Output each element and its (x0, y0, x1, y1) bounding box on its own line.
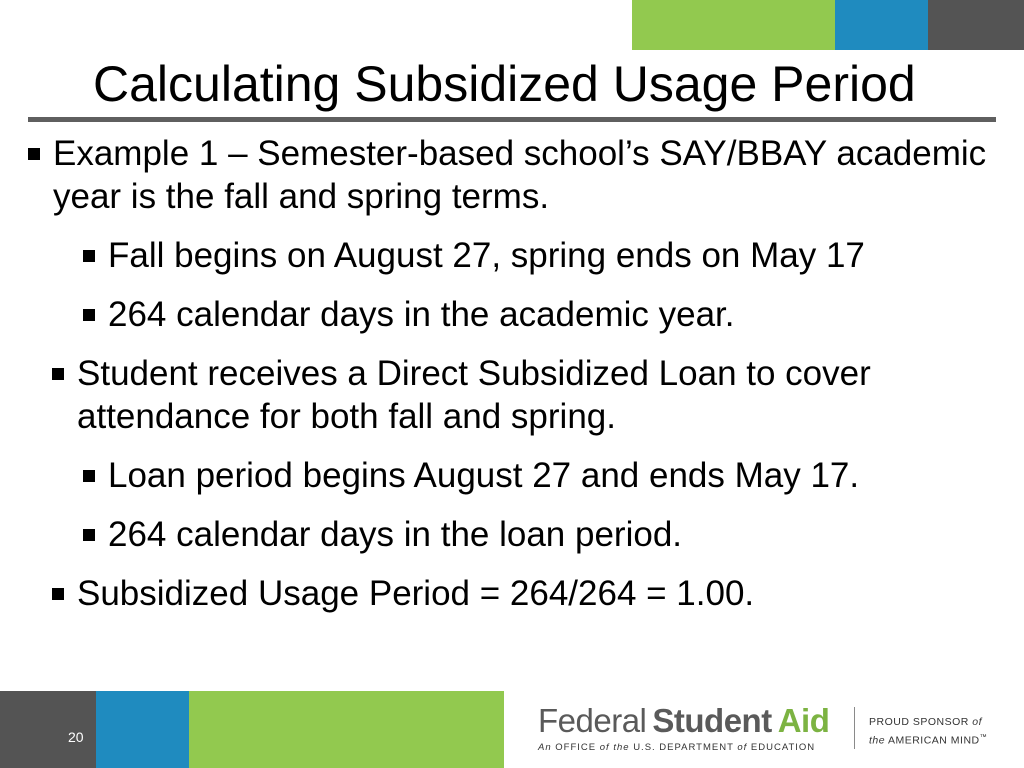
bullet-text: Example 1 – Semester-based school’s SAY/BBAY academic year is the fall and spring terms. (53, 134, 987, 216)
bullet-item (83, 234, 1003, 277)
square-bullet-icon (28, 148, 40, 160)
bullet-item (83, 454, 1003, 497)
bullet-item (83, 513, 1003, 556)
trademark-symbol: ™ (979, 734, 988, 741)
square-bullet-icon (83, 250, 95, 262)
sponsor-line-1 (869, 715, 987, 730)
sponsor-proud: PROUD SPONSOR (869, 716, 969, 728)
top-blue-block (835, 0, 928, 50)
brand-sub-of: of (737, 742, 748, 753)
brand-sub-dept: U.S. DEPARTMENT (633, 742, 734, 753)
sponsor-mind: AMERICAN MIND (887, 734, 980, 747)
bullet-item (52, 352, 1003, 438)
bullet-text: 264 calendar days in the academic year. (108, 295, 735, 334)
brand-sub-the: the (613, 742, 630, 753)
bullet-text: Subsidized Usage Period = 264/264 = 1.00. (77, 574, 755, 613)
federal-student-aid-logo (538, 703, 829, 753)
top-gray-block (928, 0, 1024, 50)
brand-student: Student (652, 702, 772, 739)
sponsor-of: of (972, 716, 983, 728)
brand-sub-of: of (599, 742, 610, 753)
bottom-green-block (189, 691, 504, 768)
square-bullet-icon (83, 309, 95, 321)
bullet-item (28, 132, 1003, 218)
bullet-text: Student receives a Direct Subsidized Loan to cover attendance for both fall and spring. (77, 354, 871, 436)
bullet-item (83, 293, 1003, 336)
brand-federal: Federal (538, 702, 647, 739)
brand-aid: Aid (777, 702, 830, 739)
title-underline (28, 117, 996, 122)
page-number: 20 (68, 729, 84, 745)
top-green-block (632, 0, 835, 50)
bullet-text: 264 calendar days in the loan period. (108, 515, 683, 554)
brand-sub-an: An (538, 742, 552, 753)
logo-divider (854, 707, 855, 749)
slide-title: Calculating Subsidized Usage Period (93, 56, 916, 112)
brand-sub-education: EDUCATION (750, 742, 816, 753)
bullet-text: Fall begins on August 27, spring ends on May 17 (108, 236, 865, 275)
bullet-text: Loan period begins August 27 and ends May 17. (108, 456, 860, 495)
bullet-list (28, 132, 1003, 631)
square-bullet-icon (83, 529, 95, 541)
brand-sub-office: OFFICE (555, 742, 597, 753)
sponsor-line-2 (869, 730, 987, 749)
sponsor-the: the (869, 734, 886, 747)
square-bullet-icon (52, 588, 64, 600)
brand-wordmark (538, 703, 829, 739)
square-bullet-icon (83, 470, 95, 482)
sponsor-tagline (869, 715, 987, 749)
brand-subtitle (538, 742, 829, 753)
square-bullet-icon (52, 368, 64, 380)
bullet-item (52, 572, 1003, 615)
bottom-blue-block (96, 691, 189, 768)
